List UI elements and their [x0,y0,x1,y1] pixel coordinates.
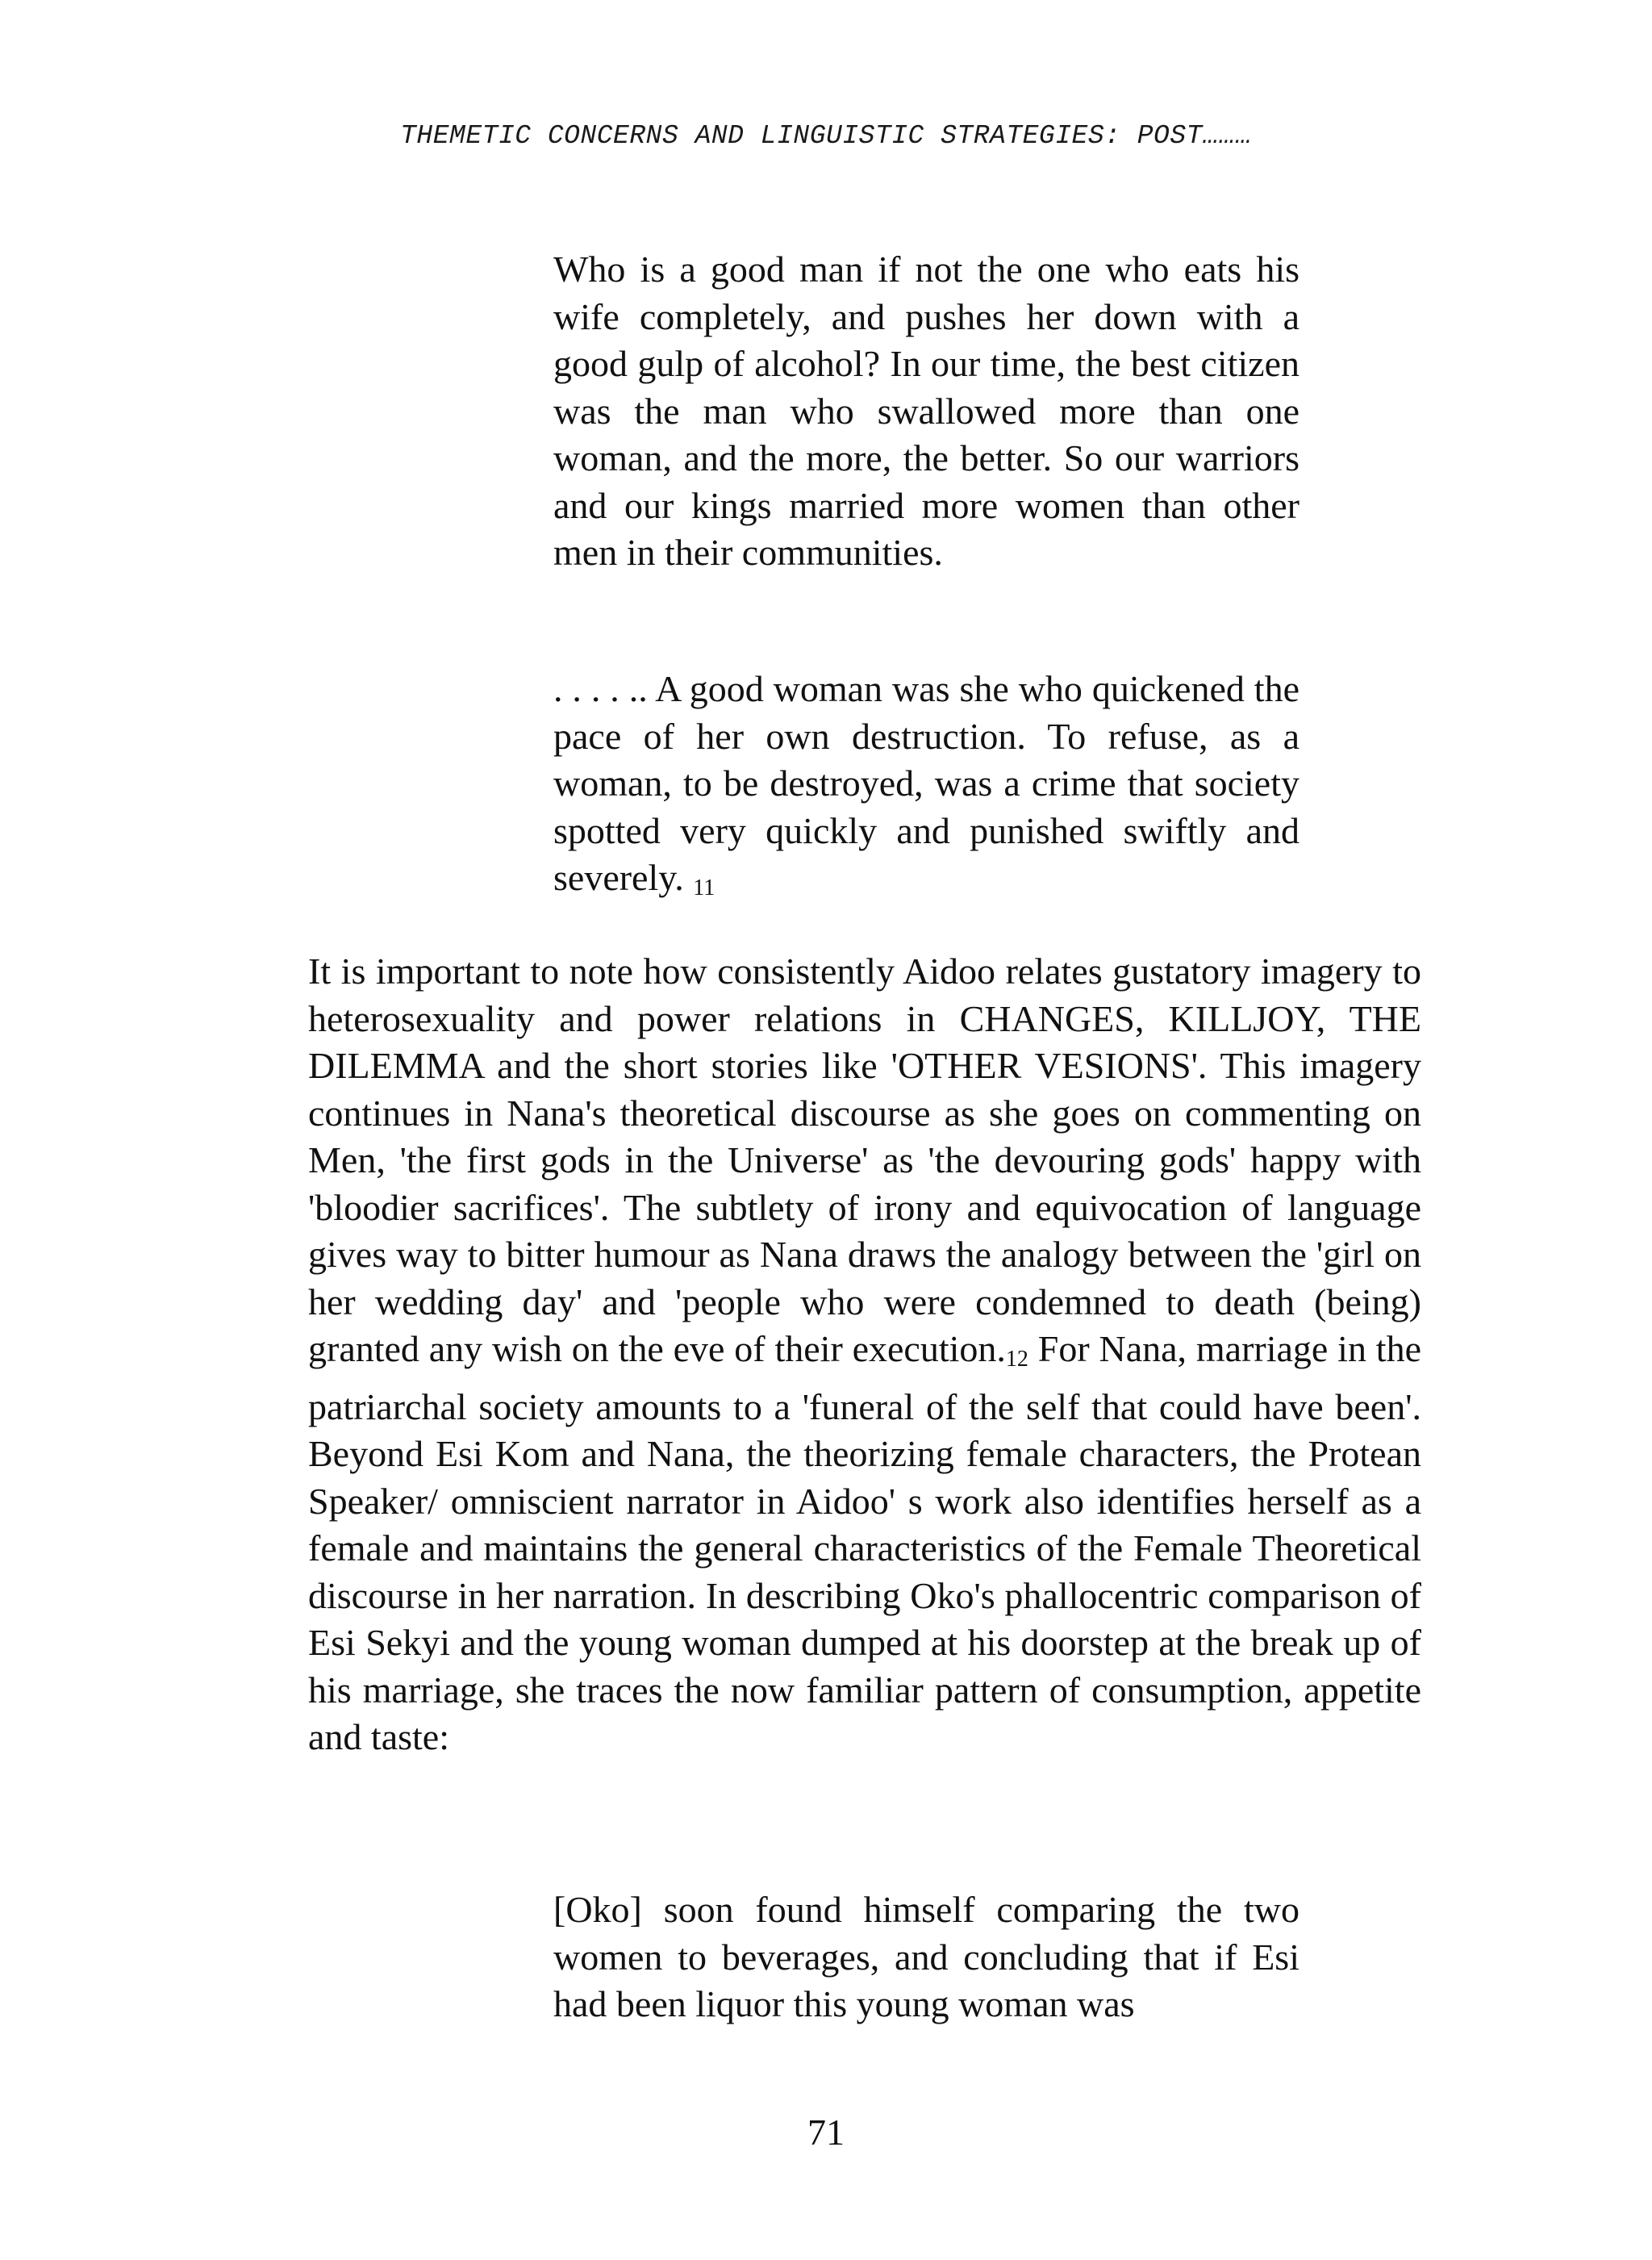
body-text-part-1: It is important to note how consistently Aidoo relates gustatory imagery to heterosexuality and power relations in CHANGES, KILLJOY, THE DILEMMA and the short stories like 'OTHER VESIONS'. This imagery continues in Nana's theoretical discourse as she goes on commenting on Men, 'the first gods in the Universe' as 'the devouring gods' happy with 'bloodier sacrifices'. The subtlety of irony and equivocation of language gives way to bitter humour as Nana draws the analogy between the 'girl on her wedding day' and 'people who were condemned to death (being) granted any wish on the eve of their execution. [308,950,1421,1369]
quote-2-paragraph [553,666,1299,913]
body-text-part-2: For Nana, marriage in the patriarchal society amounts to a 'funeral of the self that could have been'. Beyond Esi Kom and Nana, the theorizing female characters, the Protean Speaker/ omniscient narrator in Aidoo' s work also identifies herself as a female and maintains the general characteristics of the Female Theoretical discourse in her narration. In describing Oko's phallocentric comparison of Esi Sekyi and the young woman dumped at his doorstep at the break up of his marriage, she traces the now familiar pattern of consumption, appetite and taste: [308,1328,1421,1757]
quote-1-text: Who is a good man if not the one who eats his wife completely, and pushes her down with a good gulp of alcohol? In our time, the best citizen was the man who swallowed more than one woman, and the more, the better. So our warriors and our kings married more women than other men in their communities. [553,249,1299,573]
body-paragraph-text [308,948,1421,1761]
quote-3-text: [Oko] soon found himself comparing the two women to beverages, and concluding that if Esi had been liquor this young woman was [553,1889,1299,2024]
footnote-marker-11: 11 [693,875,715,900]
body-paragraph [308,948,1421,1761]
page-number: 71 [807,2112,845,2153]
block-quote-1 [553,246,1299,577]
quote-2-text: . . . . .. A good woman was she who quickened the pace of her own destruction. To refuse, as a woman, to be destroyed, was a crime that society spotted very quickly and punished swiftly and severely. [553,668,1299,898]
block-quote-3 [553,1886,1299,2028]
running-header: THEMETIC CONCERNS AND LINGUISTIC STRATEGIES: POST……… [400,121,1252,151]
footnote-marker-12: 12 [1005,1347,1028,1372]
block-quote-2 [553,666,1299,913]
